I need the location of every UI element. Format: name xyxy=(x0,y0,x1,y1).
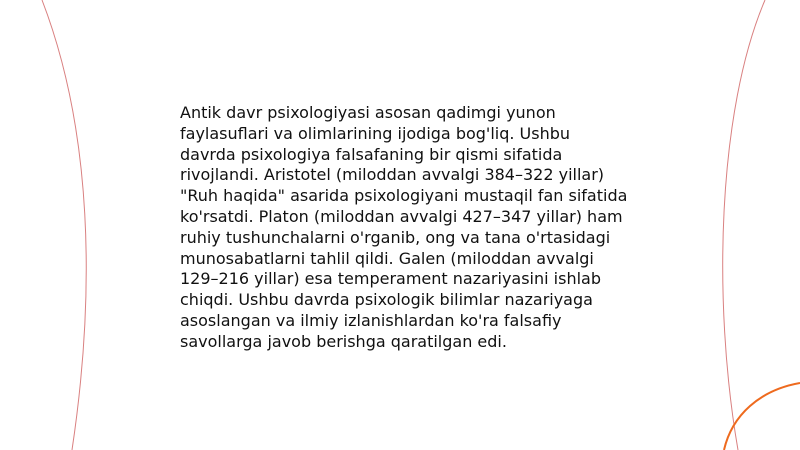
left-curve xyxy=(42,0,86,450)
right-curve xyxy=(723,0,765,450)
body-paragraph: Antik davr psixologiyasi asosan qadimgi yunon faylasuflari va olimlarining ijodiga bog'liq. Ushbu davrda psixologiya falsafaning bir qismi sifatida rivojlandi. Aristotel (miloddan avvalgi 384–322 yillar) "Ruh haqida" asarida psixologiyani mustaqil fan sifatida ko'rsatdi. Platon (miloddan avvalgi 427–347 yillar) ham ruhiy tushunchalarni o'rganib, ong va tana o'rtasidagi munosabatlarni tahlil qildi. Galen (miloddan avvalgi 129–216 yillar) esa temperament nazariyasini ishlab chiqdi. Ushbu davrda psixologik bilimlar nazariyaga asoslangan va ilmiy izlanishlardan ko'ra falsafiy savollarga javob berishga qaratilgan edi. xyxy=(180,103,628,351)
orange-accent-curve xyxy=(724,383,800,450)
